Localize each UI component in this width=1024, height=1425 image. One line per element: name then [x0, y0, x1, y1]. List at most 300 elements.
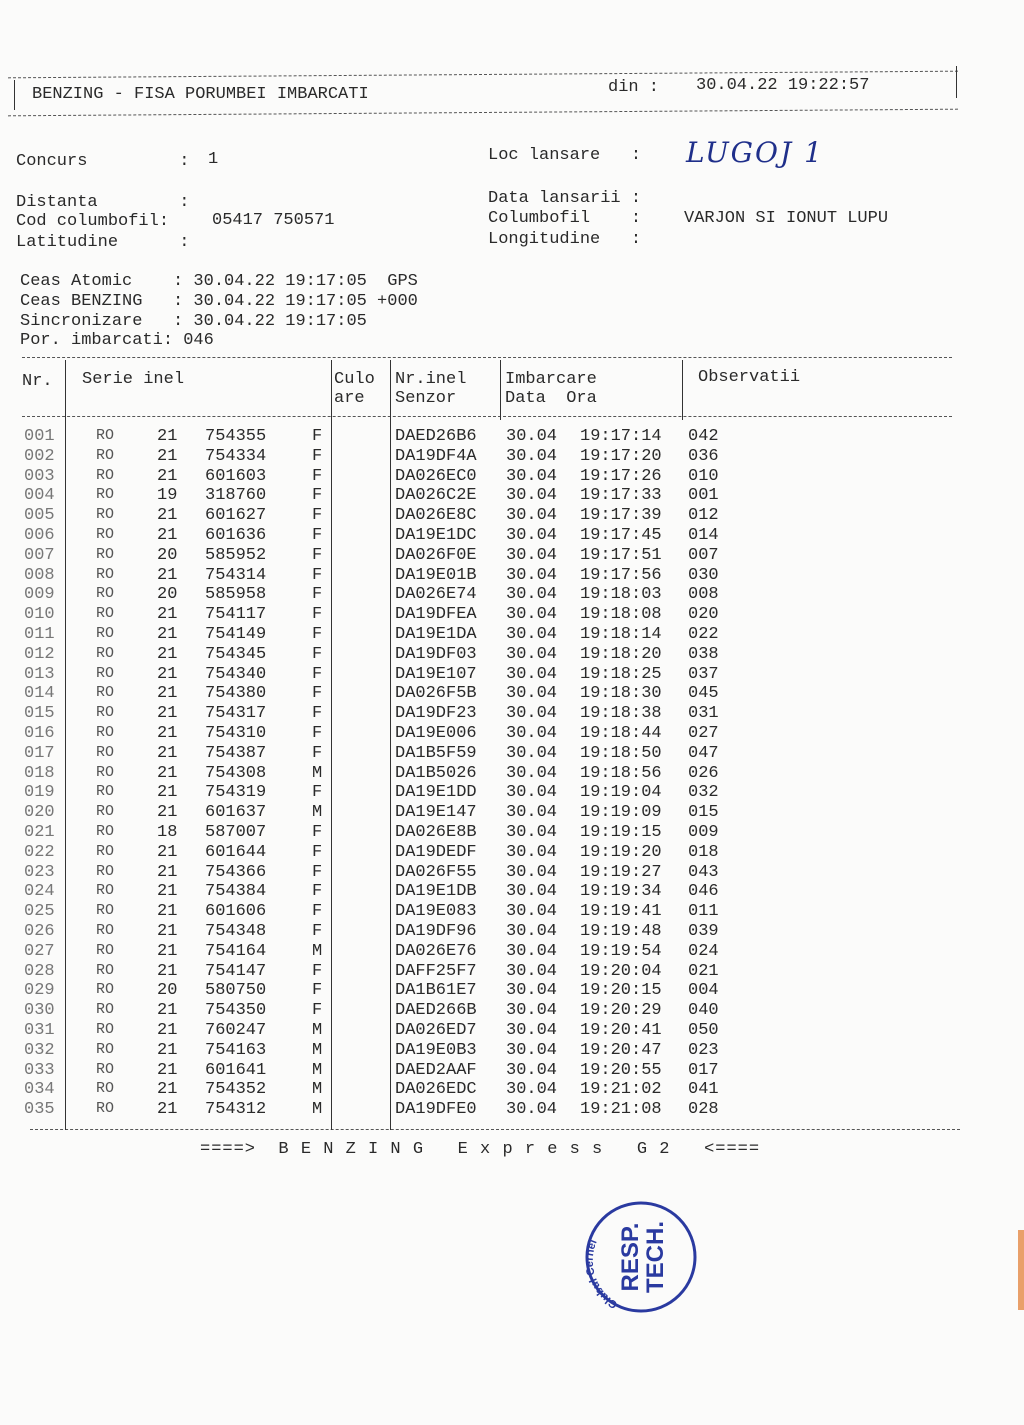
table-row: [0, 1001, 1024, 1021]
boarding-date: 30.04: [506, 862, 558, 882]
row-number: 019: [24, 783, 55, 803]
sex: F: [312, 526, 323, 545]
header-imbarcare-2: Data Ora: [505, 389, 597, 408]
ring-year: 21: [157, 1040, 178, 1060]
sex: M: [312, 941, 323, 961]
boarding-date: 30.04: [506, 823, 558, 842]
header-imbarcare-1: Imbarcare: [505, 370, 597, 389]
sensor-ring: DA19E0B3: [395, 1040, 477, 1060]
boarding-date: 30.04: [506, 941, 558, 961]
sex: F: [312, 783, 323, 803]
observation: 010: [688, 466, 719, 486]
table-row: [0, 823, 1024, 843]
sensor-ring: DA026EDC: [395, 1080, 477, 1100]
ring-country: RO: [96, 1060, 115, 1078]
table-row: [0, 962, 1024, 982]
table-row: [0, 546, 1024, 566]
ring-year: 21: [157, 783, 178, 803]
boarding-time: 19:18:44: [580, 724, 662, 743]
ring-country: RO: [96, 743, 115, 761]
boarding-time: 19:21:08: [580, 1100, 662, 1120]
sensor-ring: DA19DEDF: [395, 842, 477, 862]
sensor-ring: DA026EC0: [395, 466, 477, 486]
boarding-time: 19:19:34: [580, 882, 662, 902]
ring-year: 20: [157, 545, 178, 565]
sex: F: [312, 724, 323, 743]
sensor-ring: DA026F0E: [395, 545, 477, 565]
sex: M: [312, 1080, 323, 1100]
observation: 009: [688, 823, 719, 842]
boarding-time: 19:21:02: [580, 1080, 662, 1100]
ring-number: 754355: [205, 427, 267, 446]
sensor-ring: DAED266B: [395, 1001, 477, 1021]
observation: 042: [688, 427, 719, 446]
ring-year: 21: [157, 1021, 178, 1040]
ring-year: 21: [157, 1080, 178, 1100]
ring-number: 318760: [205, 486, 267, 506]
sex: M: [312, 1040, 323, 1060]
table-row: [0, 585, 1024, 605]
col-divider-imbarcare: [500, 360, 501, 420]
sensor-ring: DA19DF03: [395, 644, 477, 664]
table-row: [0, 724, 1024, 744]
table-row: [0, 1061, 1024, 1081]
row-number: 004: [24, 486, 55, 506]
sex: M: [312, 803, 323, 823]
sensor-ring: DA19E147: [395, 803, 477, 823]
porumbei-imbarcati: Por. imbarcati: 046: [20, 331, 214, 350]
observation: 041: [688, 1080, 719, 1100]
ring-country: RO: [96, 625, 115, 642]
sensor-ring: DA026E8C: [395, 506, 477, 526]
ring-country: RO: [96, 842, 115, 860]
header-nr-inel-1: Nr.inel: [395, 370, 467, 389]
ring-number: 601637: [205, 803, 267, 823]
boarding-date: 30.04: [506, 684, 558, 704]
ring-year: 21: [157, 902, 178, 922]
boarding-date: 30.04: [506, 625, 558, 644]
col-divider-observatii: [682, 360, 683, 420]
row-number: 008: [24, 565, 55, 585]
row-number: 034: [24, 1080, 55, 1100]
ring-number: 754340: [205, 664, 267, 684]
row-number: 001: [24, 427, 55, 446]
observation: 047: [688, 743, 719, 763]
row-number: 028: [24, 961, 55, 981]
sex: M: [312, 1100, 323, 1120]
sex: F: [312, 625, 323, 644]
table-row: [0, 942, 1024, 962]
ring-country: RO: [96, 446, 115, 464]
sex: F: [312, 882, 323, 902]
observation: 039: [688, 922, 719, 941]
ring-number: 754163: [205, 1040, 267, 1060]
table-row: [0, 684, 1024, 704]
columbofil-label: Columbofil :: [488, 209, 642, 228]
cod-columbofil-label: Cod columbofil:: [16, 212, 170, 231]
table-row: [0, 863, 1024, 883]
sex: F: [312, 486, 323, 506]
row-number: 016: [24, 724, 55, 743]
boarding-time: 19:20:04: [580, 961, 662, 981]
sex: F: [312, 981, 323, 1001]
boarding-date: 30.04: [506, 664, 558, 684]
ring-country: RO: [96, 922, 115, 939]
ring-country: RO: [96, 763, 115, 781]
ring-number: 754312: [205, 1100, 267, 1120]
ring-country: RO: [96, 466, 115, 484]
row-number: 009: [24, 585, 55, 605]
boarding-date: 30.04: [506, 961, 558, 981]
sensor-ring: DA19DF96: [395, 922, 477, 941]
observation: 045: [688, 684, 719, 704]
boarding-date: 30.04: [506, 466, 558, 486]
row-number: 021: [24, 823, 55, 842]
din-label: din :: [608, 78, 660, 97]
table-row: [0, 605, 1024, 625]
boarding-date: 30.04: [506, 743, 558, 763]
ring-country: RO: [96, 585, 115, 603]
ring-year: 21: [157, 1001, 178, 1021]
table-row: [0, 981, 1024, 1001]
sincronizare: Sincronizare : 30.04.22 19:17:05: [20, 312, 367, 331]
row-number: 025: [24, 902, 55, 922]
boarding-time: 19:17:26: [580, 466, 662, 486]
table-row: [0, 783, 1024, 803]
sensor-ring: DA19E1DD: [395, 783, 477, 803]
header-nr-inel-2: Senzor: [395, 389, 457, 408]
observation: 015: [688, 803, 719, 823]
table-row: [0, 447, 1024, 467]
sex: F: [312, 664, 323, 684]
row-number: 030: [24, 1001, 55, 1021]
row-number: 007: [24, 545, 55, 565]
table-row: [0, 922, 1024, 942]
boarding-date: 30.04: [506, 545, 558, 565]
ring-country: RO: [96, 1001, 115, 1019]
ring-year: 21: [157, 526, 178, 545]
row-number: 002: [24, 446, 55, 466]
sensor-ring: DA026ED7: [395, 1021, 477, 1040]
boarding-time: 19:18:30: [580, 684, 662, 704]
header-culoare-1: Culo: [334, 370, 375, 389]
boarding-time: 19:18:08: [580, 605, 662, 625]
sensor-ring: DA1B5F59: [395, 743, 477, 763]
ring-number: 754380: [205, 684, 267, 704]
page-edge: [1018, 1230, 1024, 1310]
header-bottom-border: [8, 109, 958, 117]
ring-country: RO: [96, 605, 115, 623]
ring-country: RO: [96, 823, 115, 840]
header-nr: Nr.: [22, 372, 53, 391]
ring-year: 21: [157, 506, 178, 526]
boarding-date: 30.04: [506, 704, 558, 724]
ring-year: 21: [157, 922, 178, 941]
observation: 001: [688, 486, 719, 506]
boarding-time: 19:19:20: [580, 842, 662, 862]
boarding-date: 30.04: [506, 1080, 558, 1100]
observation: 046: [688, 882, 719, 902]
row-number: 031: [24, 1021, 55, 1040]
boarding-date: 30.04: [506, 486, 558, 506]
sex: F: [312, 545, 323, 565]
boarding-time: 19:17:51: [580, 545, 662, 565]
ring-year: 21: [157, 446, 178, 466]
boarding-date: 30.04: [506, 1060, 558, 1080]
data-lansarii-label: Data lansarii :: [488, 189, 642, 208]
boarding-time: 19:18:38: [580, 704, 662, 724]
ring-year: 21: [157, 882, 178, 902]
boarding-time: 19:18:03: [580, 585, 662, 605]
ring-country: RO: [96, 565, 115, 583]
sex: F: [312, 842, 323, 862]
observation: 011: [688, 902, 719, 922]
ring-number: 601606: [205, 902, 267, 922]
ring-year: 21: [157, 684, 178, 704]
row-number: 017: [24, 743, 55, 763]
ring-country: RO: [96, 783, 115, 801]
ring-number: 754334: [205, 446, 267, 466]
boarding-date: 30.04: [506, 763, 558, 783]
boarding-time: 19:20:55: [580, 1060, 662, 1080]
stamp-arc-text: Clubul Cernei: [583, 1237, 620, 1311]
ring-year: 21: [157, 961, 178, 981]
table-row: [0, 645, 1024, 665]
sensor-ring: DA026F5B: [395, 684, 477, 704]
sex: M: [312, 1060, 323, 1080]
ring-country: RO: [96, 526, 115, 543]
boarding-time: 19:18:56: [580, 763, 662, 783]
ceas-atomic: Ceas Atomic : 30.04.22 19:17:05 GPS: [20, 272, 418, 291]
table-row: [0, 1080, 1024, 1100]
observation: 038: [688, 644, 719, 664]
sensor-ring: DAFF25F7: [395, 961, 477, 981]
boarding-date: 30.04: [506, 1021, 558, 1040]
boarding-date: 30.04: [506, 427, 558, 446]
row-number: 029: [24, 981, 55, 1001]
ring-country: RO: [96, 862, 115, 880]
ring-year: 21: [157, 724, 178, 743]
boarding-time: 19:19:09: [580, 803, 662, 823]
row-number: 033: [24, 1060, 55, 1080]
sensor-ring: DA19DFE0: [395, 1100, 477, 1120]
row-number: 023: [24, 862, 55, 882]
ring-number: 754117: [205, 605, 267, 625]
row-number: 020: [24, 803, 55, 823]
ring-year: 21: [157, 941, 178, 961]
ceas-benzing: Ceas BENZING : 30.04.22 19:17:05 +000: [20, 292, 418, 311]
row-number: 027: [24, 941, 55, 961]
latitudine-label: Latitudine :: [16, 233, 190, 252]
boarding-date: 30.04: [506, 724, 558, 743]
row-number: 024: [24, 882, 55, 902]
boarding-time: 19:17:14: [580, 427, 662, 446]
sensor-ring: DA19E1DA: [395, 625, 477, 644]
ring-year: 20: [157, 585, 178, 605]
ring-year: 21: [157, 704, 178, 724]
row-number: 005: [24, 506, 55, 526]
sex: F: [312, 427, 323, 446]
table-row: [0, 843, 1024, 863]
concurs-label: Concurs :: [16, 152, 190, 171]
boarding-date: 30.04: [506, 644, 558, 664]
boarding-time: 19:17:56: [580, 565, 662, 585]
boarding-date: 30.04: [506, 922, 558, 941]
ring-number: 754308: [205, 763, 267, 783]
boarding-time: 19:19:04: [580, 783, 662, 803]
sex: M: [312, 1021, 323, 1040]
observation: 022: [688, 625, 719, 644]
ring-country: RO: [96, 941, 115, 959]
row-number: 032: [24, 1040, 55, 1060]
ring-year: 21: [157, 644, 178, 664]
boarding-date: 30.04: [506, 842, 558, 862]
ring-country: RO: [96, 427, 115, 444]
table-row: [0, 744, 1024, 764]
row-number: 035: [24, 1100, 55, 1120]
boarding-time: 19:18:50: [580, 743, 662, 763]
observation: 024: [688, 941, 719, 961]
sensor-ring: DA19E006: [395, 724, 477, 743]
row-number: 003: [24, 466, 55, 486]
boarding-date: 30.04: [506, 803, 558, 823]
observation: 036: [688, 446, 719, 466]
ring-country: RO: [96, 1040, 115, 1058]
table-row: [0, 427, 1024, 447]
ring-country: RO: [96, 486, 115, 504]
sex: F: [312, 585, 323, 605]
ring-number: 754366: [205, 862, 267, 882]
sex: F: [312, 922, 323, 941]
table-row: [0, 1021, 1024, 1041]
ring-year: 21: [157, 803, 178, 823]
ring-year: 21: [157, 763, 178, 783]
boarding-date: 30.04: [506, 1040, 558, 1060]
ring-year: 21: [157, 1100, 178, 1120]
table-row: [0, 526, 1024, 546]
ring-country: RO: [96, 1080, 115, 1098]
columbofil-value: VARJON SI IONUT LUPU: [684, 209, 889, 228]
table-row: [0, 1100, 1024, 1120]
sensor-ring: DA026E76: [395, 941, 477, 961]
sex: F: [312, 684, 323, 704]
document-title: BENZING - FISA PORUMBEI IMBARCATI: [32, 85, 369, 104]
ring-country: RO: [96, 664, 115, 682]
ring-number: 580750: [205, 981, 267, 1001]
ring-number: 754352: [205, 1080, 267, 1100]
boarding-time: 19:18:14: [580, 625, 662, 644]
ring-number: 585952: [205, 545, 267, 565]
boarding-date: 30.04: [506, 506, 558, 526]
boarding-time: 19:18:20: [580, 644, 662, 664]
observation: 030: [688, 565, 719, 585]
sensor-ring: DA19E01B: [395, 565, 477, 585]
observation: 050: [688, 1021, 719, 1040]
ring-year: 19: [157, 486, 178, 506]
sensor-ring: DA19E107: [395, 664, 477, 684]
header-culoare-2: are: [334, 389, 365, 408]
table-header-top-border: [22, 357, 952, 358]
ring-country: RO: [96, 981, 115, 999]
stamp-line-2: TECH.: [642, 1221, 669, 1293]
ring-country: RO: [96, 684, 115, 702]
cod-columbofil-value: 05417 750571: [212, 211, 335, 230]
sex: F: [312, 506, 323, 526]
ring-number: 754314: [205, 565, 267, 585]
observation: 017: [688, 1060, 719, 1080]
boarding-time: 19:19:27: [580, 862, 662, 882]
sensor-ring: DA026C2E: [395, 486, 477, 506]
header-left-border: [14, 80, 15, 110]
observation: 008: [688, 585, 719, 605]
sex: F: [312, 1001, 323, 1021]
ring-number: 585958: [205, 585, 267, 605]
observation: 004: [688, 981, 719, 1001]
observation: 012: [688, 506, 719, 526]
sex: F: [312, 466, 323, 486]
table-row: [0, 764, 1024, 784]
observation: 007: [688, 545, 719, 565]
sensor-ring: DA1B5026: [395, 763, 477, 783]
sensor-ring: DA026E74: [395, 585, 477, 605]
boarding-time: 19:19:15: [580, 823, 662, 842]
ring-year: 20: [157, 981, 178, 1001]
ring-number: 754384: [205, 882, 267, 902]
boarding-date: 30.04: [506, 981, 558, 1001]
observation: 020: [688, 605, 719, 625]
sensor-ring: DA026E8B: [395, 823, 477, 842]
header-serie-inel: Serie inel: [82, 370, 185, 389]
boarding-date: 30.04: [506, 783, 558, 803]
row-number: 012: [24, 644, 55, 664]
observation: 028: [688, 1100, 719, 1120]
table-row: [0, 704, 1024, 724]
ring-number: 754317: [205, 704, 267, 724]
boarding-date: 30.04: [506, 605, 558, 625]
boarding-time: 19:20:15: [580, 981, 662, 1001]
ring-number: 754350: [205, 1001, 267, 1021]
boarding-date: 30.04: [506, 902, 558, 922]
observation: 032: [688, 783, 719, 803]
ring-country: RO: [96, 882, 115, 900]
ring-country: RO: [96, 1100, 115, 1118]
ring-year: 21: [157, 625, 178, 644]
observation: 040: [688, 1001, 719, 1021]
boarding-date: 30.04: [506, 1100, 558, 1120]
table-row: [0, 1041, 1024, 1061]
boarding-time: 19:19:54: [580, 941, 662, 961]
ring-number: 601636: [205, 526, 267, 545]
ring-number: 754147: [205, 961, 267, 981]
row-number: 011: [24, 625, 55, 644]
ring-number: 754345: [205, 644, 267, 664]
table-row: [0, 625, 1024, 645]
sex: F: [312, 605, 323, 625]
row-number: 026: [24, 922, 55, 941]
ring-number: 760247: [205, 1021, 267, 1040]
observation: 023: [688, 1040, 719, 1060]
observation: 027: [688, 724, 719, 743]
boarding-date: 30.04: [506, 446, 558, 466]
row-number: 010: [24, 605, 55, 625]
table-bottom-border: [30, 1129, 960, 1130]
ring-number: 754348: [205, 922, 267, 941]
sensor-ring: DA19DFEA: [395, 605, 477, 625]
boarding-time: 19:17:20: [580, 446, 662, 466]
distanta-label: Distanta :: [16, 193, 190, 212]
sensor-ring: DA026F55: [395, 862, 477, 882]
sex: F: [312, 704, 323, 724]
